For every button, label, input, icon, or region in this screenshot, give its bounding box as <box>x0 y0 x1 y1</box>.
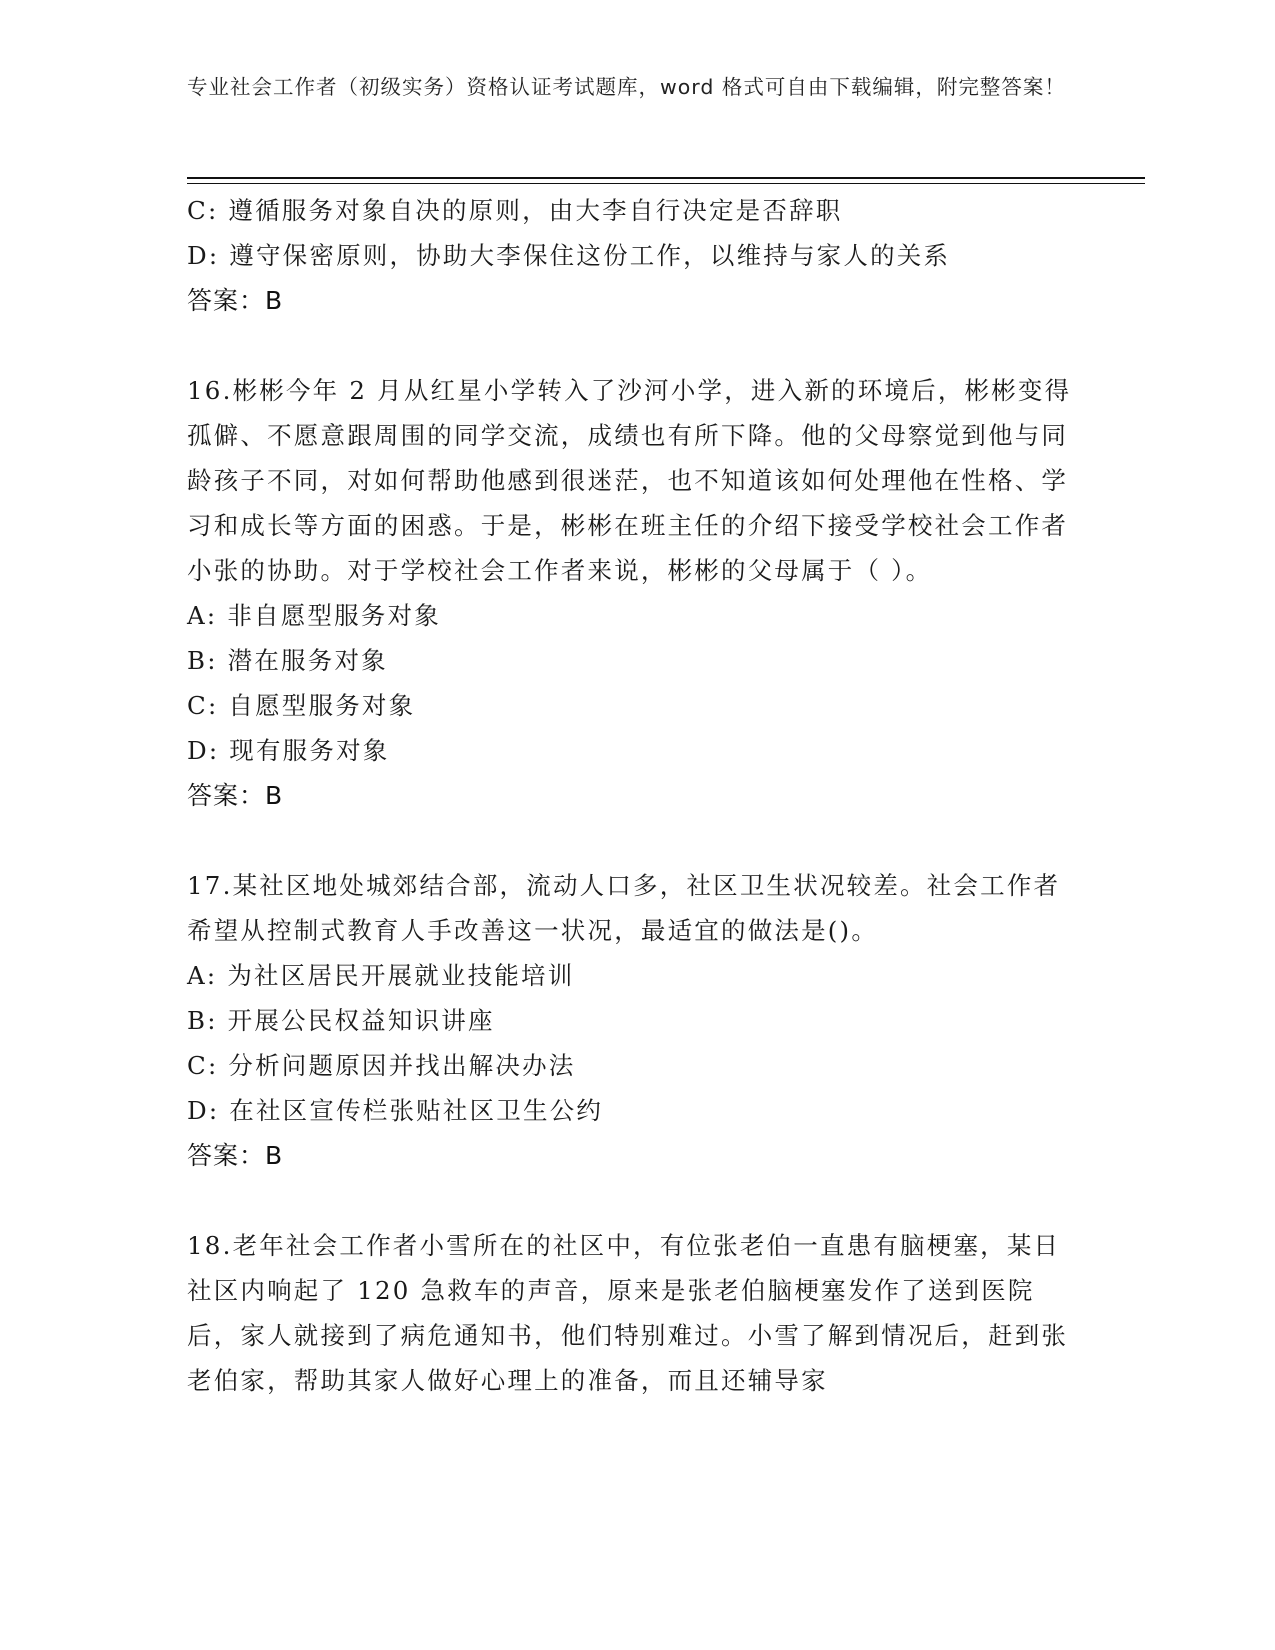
answer-line: 答案：B <box>187 781 284 810</box>
document-body <box>187 188 1087 1403</box>
question-stem: 18.老年社会工作者小雪所在的社区中，有位张老伯一直患有脑梗塞，某日社区内响起了 120 急救车的声音，原来是张老伯脑梗塞发作了送到医院后，家人就接到了病危通知书，他们特别难过。小雪了解到情况后，赶到张老伯家，帮助其家人做好心理上的准备，而且还辅导家 <box>187 1231 1069 1395</box>
option-a: A: 为社区居民开展就业技能培训 <box>187 961 575 990</box>
question-stem: 17.某社区地处城郊结合部，流动人口多，社区卫生状况较差。社会工作者希望从控制式教育人手改善这一状况，最适宜的做法是()。 <box>187 871 1061 945</box>
question-18 <box>187 1223 1087 1403</box>
header-rule-thick <box>187 177 1145 179</box>
header-rule-thin <box>187 183 1145 184</box>
prev-question-block <box>187 188 1087 323</box>
question-stem: 16.彬彬今年 2 月从红星小学转入了沙河小学，进入新的环境后，彬彬变得孤僻、不愿意跟周围的同学交流，成绩也有所下降。他的父母察觉到他与同龄孩子不同，对如何帮助他感到很迷茫，也不知道该如何处理他在性格、学习和成长等方面的困惑。于是，彬彬在班主任的介绍下接受学校社会工作者小张的协助。对于学校社会工作者来说，彬彬的父母属于（ ）。 <box>187 376 1072 585</box>
option-d: D: 在社区宣传栏张贴社区卫生公约 <box>187 1096 604 1125</box>
question-17 <box>187 863 1087 1178</box>
option-b: B: 开展公民权益知识讲座 <box>187 1006 495 1035</box>
option-d: D: 现有服务对象 <box>187 736 390 765</box>
answer-line: 答案：B <box>187 286 284 315</box>
option-c: C: 自愿型服务对象 <box>187 691 416 720</box>
option-d: D: 遵守保密原则，协助大李保住这份工作，以维持与家人的关系 <box>187 241 951 270</box>
option-c: C: 分析问题原因并找出解决办法 <box>187 1051 576 1080</box>
option-b: B: 潜在服务对象 <box>187 646 388 675</box>
question-16 <box>187 368 1087 818</box>
answer-line: 答案：B <box>187 1141 284 1170</box>
option-a: A: 非自愿型服务对象 <box>187 601 441 630</box>
option-c: C: 遵循服务对象自决的原则，由大李自行决定是否辞职 <box>187 196 843 225</box>
page-header: 专业社会工作者（初级实务）资格认证考试题库，word 格式可自由下载编辑，附完整答案！ <box>187 75 1066 99</box>
